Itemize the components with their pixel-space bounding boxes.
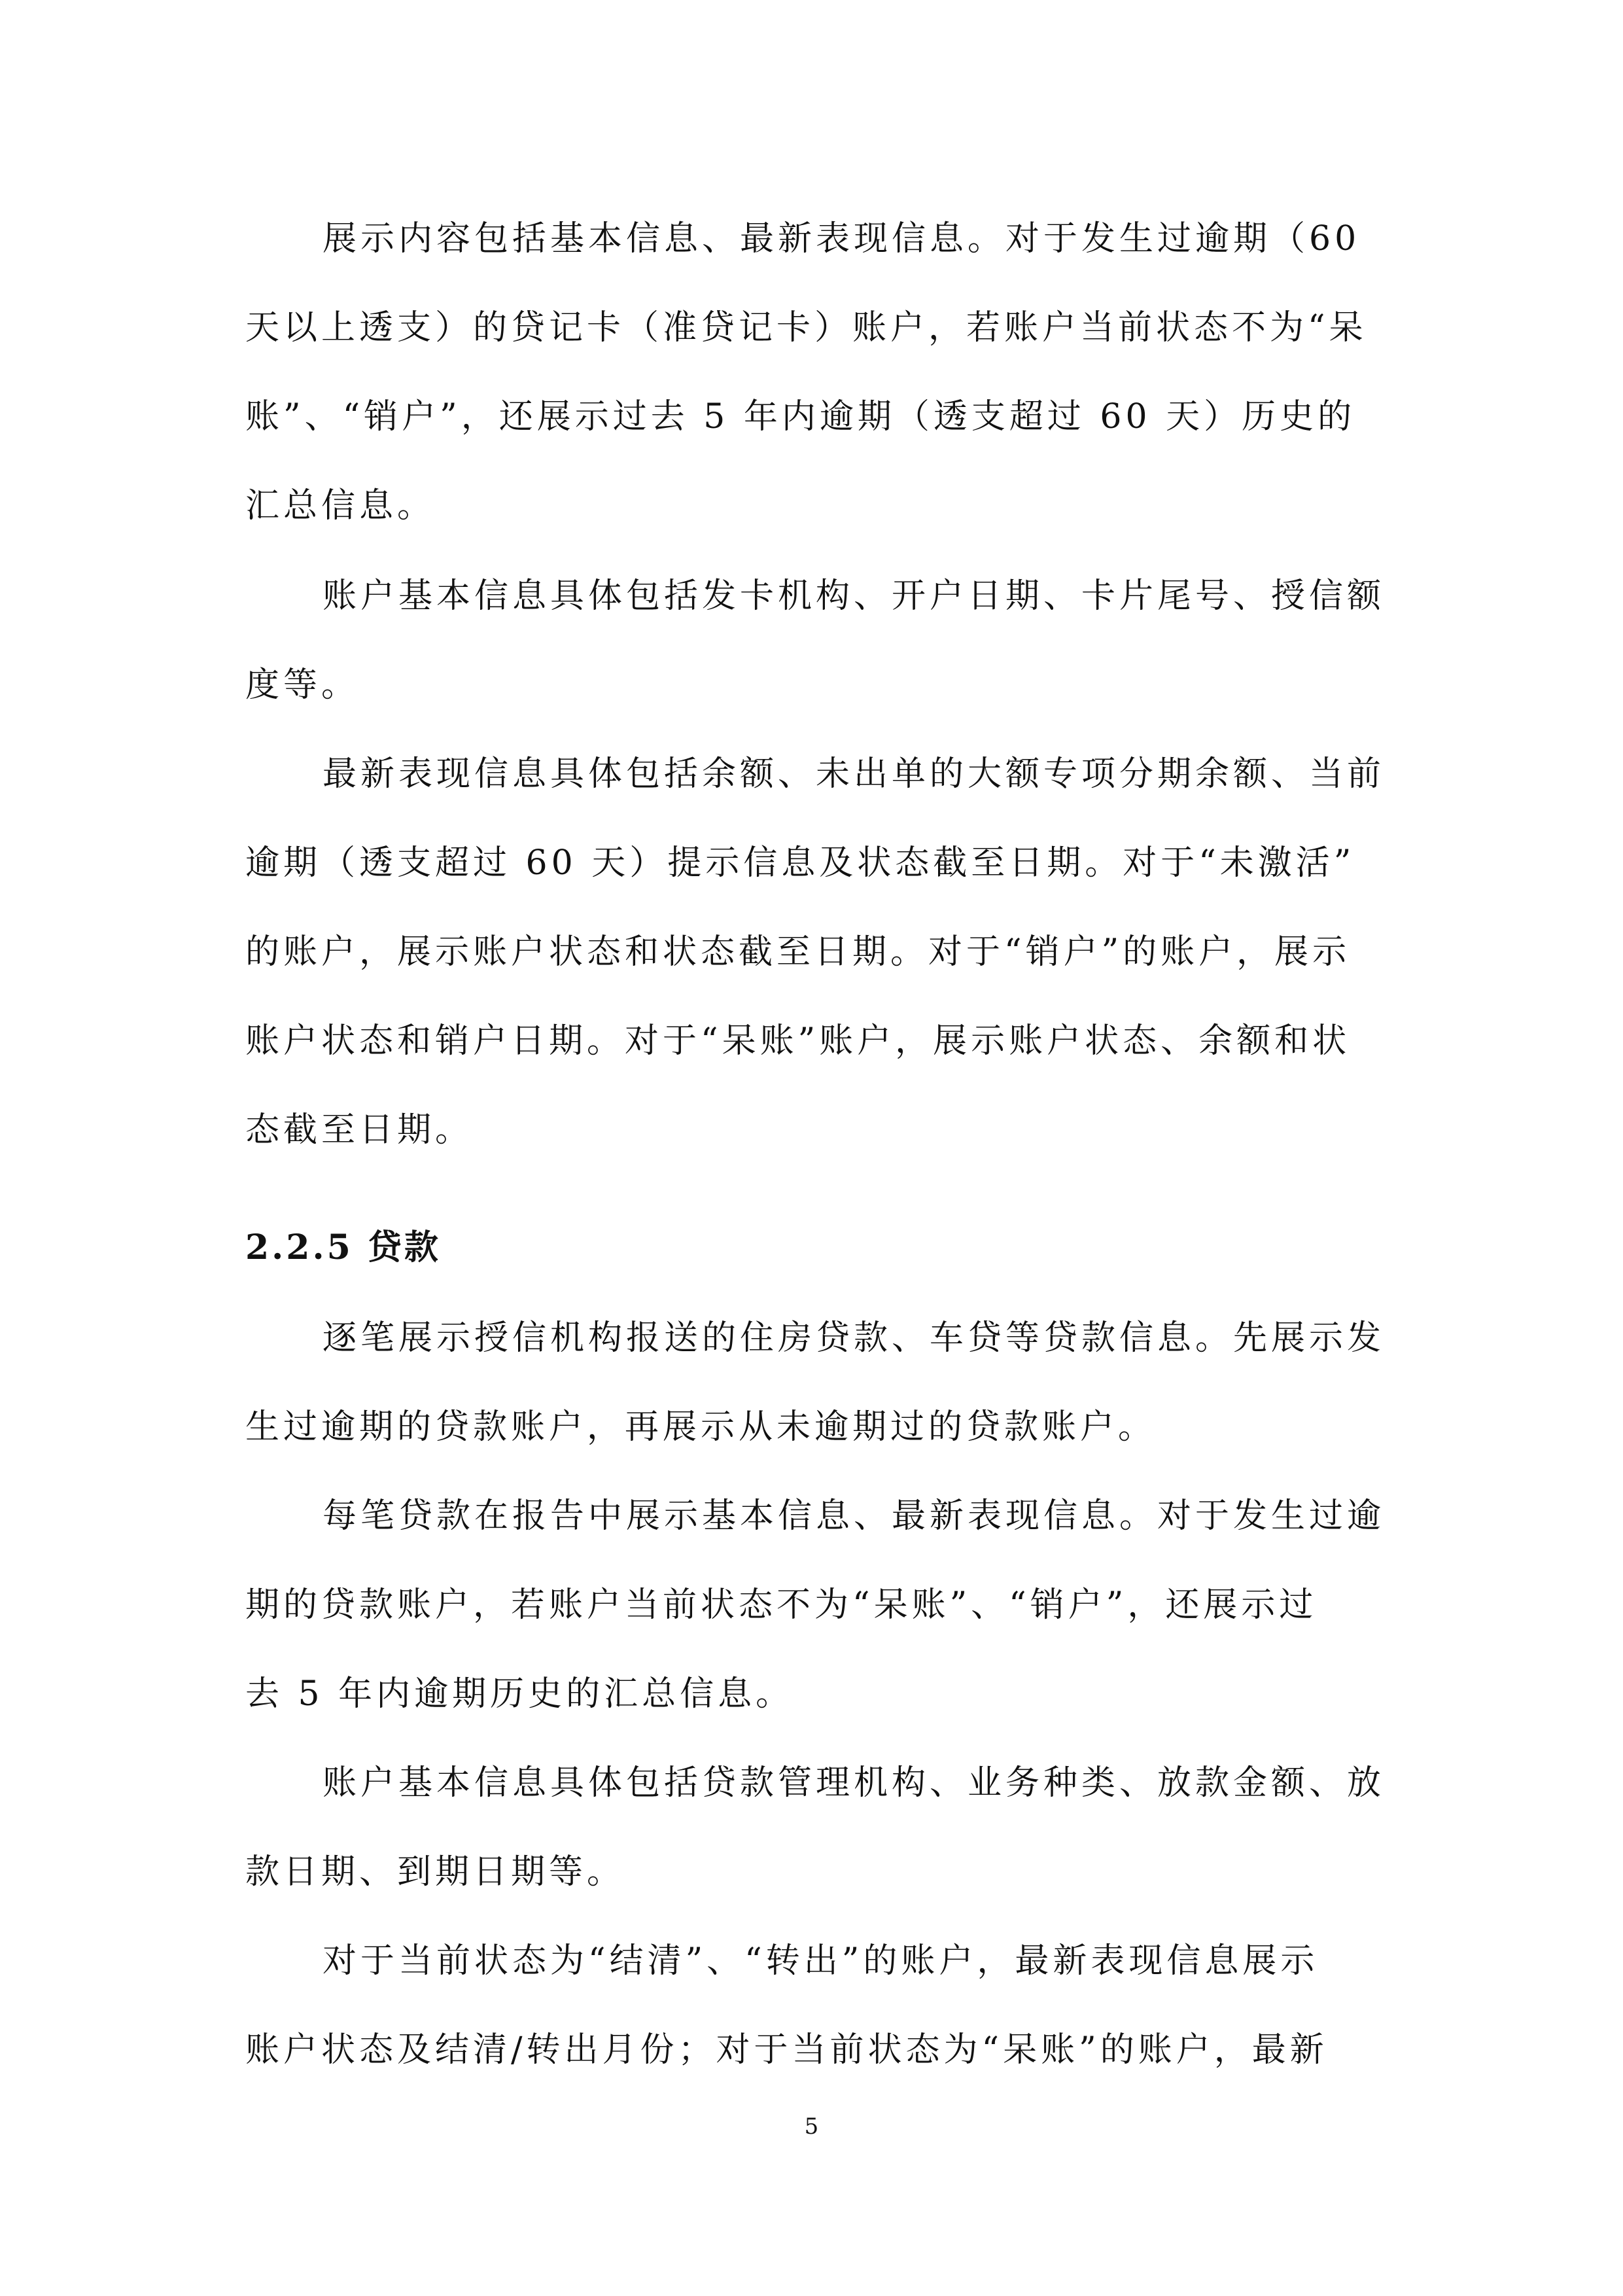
page-number: 5 bbox=[804, 2113, 819, 2140]
paragraph-1-line-2: 天以上透支）的贷记卡（准贷记卡）账户，若账户当前状态不为“呆 bbox=[245, 308, 1367, 347]
paragraph-2-line-2: 度等。 bbox=[245, 665, 360, 705]
paragraph-3-line-5: 态截至日期。 bbox=[245, 1110, 474, 1150]
section-paragraph-3-line-2: 款日期、到期日期等。 bbox=[245, 1852, 625, 1892]
section-heading: 2.2.5 贷款 bbox=[245, 1227, 441, 1267]
section-paragraph-3-line-1: 账户基本信息具体包括贷款管理机构、业务种类、放款金额、放 bbox=[323, 1763, 1386, 1803]
section-paragraph-4-line-1: 对于当前状态为“结清”、“转出”的账户，最新表现信息展示 bbox=[323, 1941, 1319, 1981]
paragraph-1-line-3: 账”、“销户”，还展示过去 5 年内逾期（透支超过 60 天）历史的 bbox=[245, 397, 1356, 436]
paragraph-3-line-3: 的账户，展示账户状态和状态截至日期。对于“销户”的账户，展示 bbox=[245, 932, 1351, 972]
section-paragraph-2-line-3: 去 5 年内逾期历史的汇总信息。 bbox=[245, 1674, 794, 1714]
section-paragraph-2-line-2: 期的贷款账户，若账户当前状态不为“呆账”、“销户”，还展示过 bbox=[245, 1585, 1318, 1625]
section-paragraph-2-line-1: 每笔贷款在报告中展示基本信息、最新表现信息。对于发生过逾 bbox=[323, 1496, 1386, 1536]
section-paragraph-1-line-2: 生过逾期的贷款账户，再展示从未逾期过的贷款账户。 bbox=[245, 1407, 1157, 1447]
paragraph-1-line-1: 展示内容包括基本信息、最新表现信息。对于发生过逾期（60 bbox=[323, 219, 1361, 258]
paragraph-1-line-4: 汇总信息。 bbox=[245, 486, 436, 525]
paragraph-2-line-1: 账户基本信息具体包括发卡机构、开户日期、卡片尾号、授信额 bbox=[323, 576, 1386, 616]
paragraph-3-line-1: 最新表现信息具体包括余额、未出单的大额专项分期余额、当前 bbox=[323, 754, 1386, 794]
paragraph-3-line-2: 逾期（透支超过 60 天）提示信息及状态截至日期。对于“未激活” bbox=[245, 843, 1355, 883]
paragraph-3-line-4: 账户状态和销户日期。对于“呆账”账户，展示账户状态、余额和状 bbox=[245, 1021, 1351, 1061]
section-paragraph-1-line-1: 逐笔展示授信机构报送的住房贷款、车贷等贷款信息。先展示发 bbox=[323, 1318, 1386, 1358]
section-paragraph-4-line-2: 账户状态及结清/转出月份；对于当前状态为“呆账”的账户，最新 bbox=[245, 2030, 1328, 2070]
